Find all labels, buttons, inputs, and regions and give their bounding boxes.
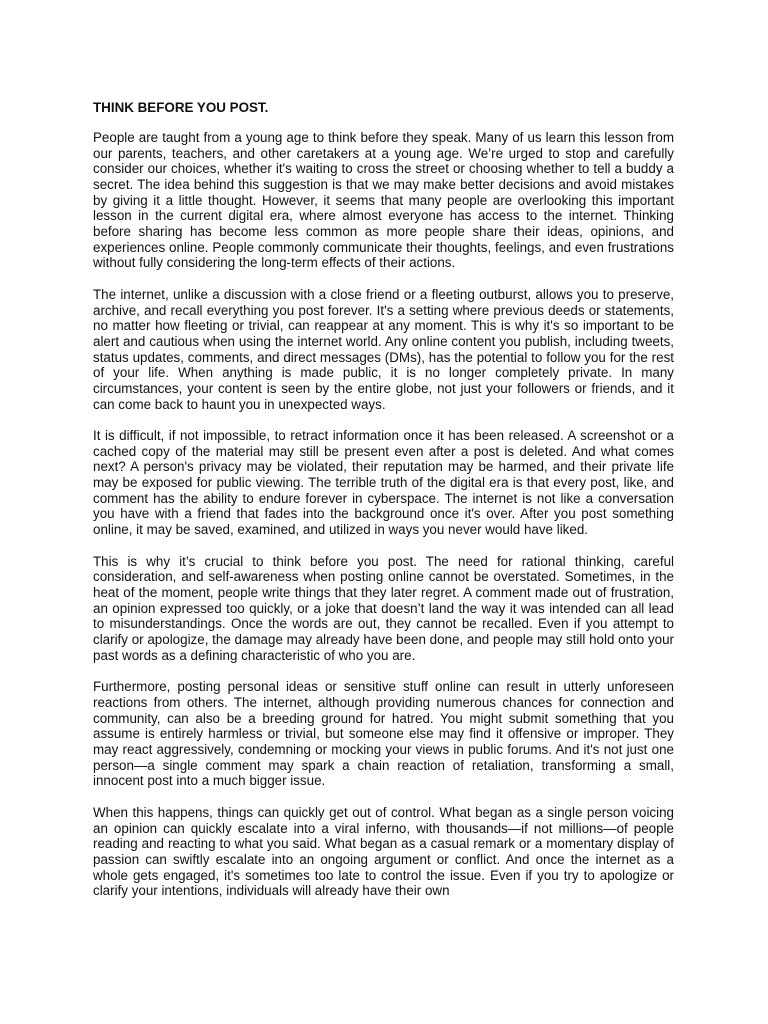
document-body [93, 100, 674, 899]
paragraph-6: When this happens, things can quickly get out of control. What began as a single person voicing an opinion can quickly escalate into a viral inferno, with thousands—if not millions—of people reading and reacting to what you said. What began as a casual remark or a momentary display of passion can swiftly escalate into an ongoing argument or conflict. And once the internet as a whole gets engaged, it's sometimes too late to control the issue. Even if you try to apologize or clarify your intentions, individuals will already have their own [93, 804, 674, 899]
document-title: THINK BEFORE YOU POST. [93, 100, 269, 115]
paragraph-4: This is why it’s crucial to think before you post. The need for rational thinking, careful consideration, and self-awareness when posting online cannot be overstated. Sometimes, in the heat of the moment, people write things that they later regret. A comment made out of frustration, an opinion expressed too quickly, or a joke that doesn’t land the way it was intended can all lead to misunderstandings. Once the words are out, they cannot be recalled. Even if you attempt to clarify or apologize, the damage may already have been done, and people may still hold onto your past words as a defining characteristic of who you are. [93, 553, 674, 663]
paragraph-1: People are taught from a young age to think before they speak. Many of us learn this lesson from our parents, teachers, and other caretakers at a young age. We’re urged to stop and carefully consider our choices, whether it's waiting to cross the street or choosing whether to tell a buddy a secret. The idea behind this suggestion is that we may make better decisions and avoid mistakes by giving it a little thought. However, it seems that many people are overlooking this important lesson in the current digital era, where almost everyone has access to the internet. Thinking before sharing has become less common as more people share their ideas, opinions, and experiences online. People commonly communicate their thoughts, feelings, and even frustrations without fully considering the long-term effects of their actions. [93, 130, 674, 271]
paragraph-5: Furthermore, posting personal ideas or sensitive stuff online can result in utterly unforeseen reactions from others. The internet, although providing numerous chances for connection and community, can also be a breeding ground for hatred. You might submit something that you assume is entirely harmless or trivial, but someone else may find it offensive or improper. They may react aggressively, condemning or mocking your views in public forums. And it's not just one person—a single comment may spark a chain reaction of retaliation, transforming a small, innocent post into a much bigger issue. [93, 679, 674, 789]
paragraph-3: It is difficult, if not impossible, to retract information once it has been released. A screenshot or a cached copy of the material may still be present even after a post is deleted. And what comes next? A person's privacy may be violated, their reputation may be harmed, and their private life may be exposed for public viewing. The terrible truth of the digital era is that every post, like, and comment has the ability to endure forever in cyberspace. The internet is not like a conversation you have with a friend that fades into the background once it's over. After you post something online, it may be saved, examined, and utilized in ways you never would have liked. [93, 428, 674, 538]
paragraph-2: The internet, unlike a discussion with a close friend or a fleeting outburst, allows you to preserve, archive, and recall everything you post forever. It's a setting where previous deeds or statements, no matter how fleeting or trivial, can reappear at any moment. This is why it's so important to be alert and cautious when using the internet world. Any online content you publish, including tweets, status updates, comments, and direct messages (DMs), has the potential to follow you for the rest of your life. When anything is made public, it is no longer completely private. In many circumstances, your content is seen by the entire globe, not just your followers or friends, and it can come back to haunt you in unexpected ways. [93, 286, 674, 412]
